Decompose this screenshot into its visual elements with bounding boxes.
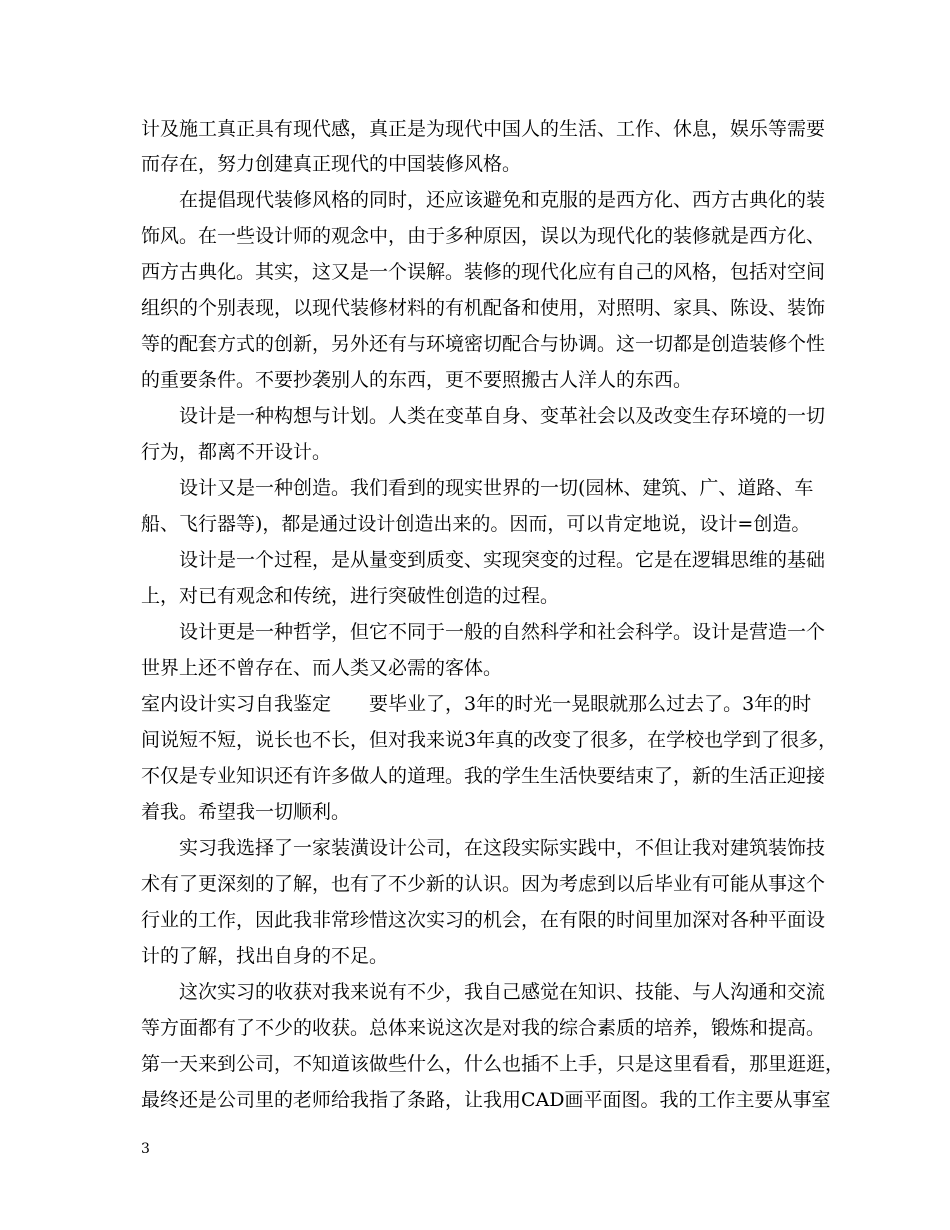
text-line: 术有了更深刻的了解，也有了不少新的认识。因为考虑到以后毕业有可能从事这个 xyxy=(141,873,826,895)
text-line: 在提倡现代装修风格的同时，还应该避免和克服的是西方化、西方古典化的装 xyxy=(179,189,826,211)
text-line: 等方面都有了不少的收获。总体来说这次是对我的综合素质的培养，锻炼和提高。 xyxy=(141,1017,826,1039)
text-line: 室内设计实习自我鉴定 要毕业了，3年的时光一晃眼就那么过去了。3年的时 xyxy=(141,693,812,715)
text-line: 设计更是一种哲学，但它不同于一般的自然科学和社会科学。设计是营造一个 xyxy=(179,621,826,643)
text-line: 的重要条件。不要抄袭别人的东西，更不要照搬古人洋人的东西。 xyxy=(141,369,693,391)
page-number: 3 xyxy=(141,1141,150,1157)
text-line: 上，对已有观念和传统，进行突破性创造的过程。 xyxy=(141,585,560,607)
text-line: 设计是一个过程，是从量变到质变、实现突变的过程。它是在逻辑思维的基础 xyxy=(179,549,826,571)
text-line: 着我。希望我一切顺利。 xyxy=(141,801,351,823)
text-line: 最终还是公司里的老师给我指了条路，让我用CAD画平面图。我的工作主要从事室 xyxy=(141,1089,831,1111)
text-line: 组织的个别表现，以现代装修材料的有机配备和使用，对照明、家具、陈设、装饰 xyxy=(141,297,826,319)
text-line: 等的配套方式的创新，另外还有与环境密切配合与协调。这一切都是创造装修个性 xyxy=(141,333,826,355)
text-line: 船、飞行器等)，都是通过设计创造出来的。因而，可以肯定地说，设计=创造。 xyxy=(141,513,811,535)
text-line: 行业的工作，因此我非常珍惜这次实习的机会，在有限的时间里加深对各种平面设 xyxy=(141,909,826,931)
text-line: 饰风。在一些设计师的观念中，由于多种原因，误以为现代化的装修就是西方化、 xyxy=(141,225,826,247)
text-line: 设计又是一种创造。我们看到的现实世界的一切(园林、建筑、广、道路、车 xyxy=(179,477,814,499)
text-line: 间说短不短，说长也不长，但对我来说3年真的改变了很多，在学校也学到了很多， xyxy=(141,729,838,751)
text-line: 这次实习的收获对我来说有不少，我自己感觉在知识、技能、与人沟通和交流 xyxy=(179,981,826,1003)
text-line: 计及施工真正具有现代感，真正是为现代中国人的生活、工作、休息，娱乐等需要 xyxy=(141,118,826,140)
text-line: 不仅是专业知识还有许多做人的道理。我的学生生活快要结束了，新的生活正迎接 xyxy=(141,765,826,787)
text-line: 西方古典化。其实，这又是一个误解。装修的现代化应有自己的风格，包括对空间 xyxy=(141,261,826,283)
text-line: 实习我选择了一家装潢设计公司，在这段实际实践中，不但让我对建筑装饰技 xyxy=(179,837,826,859)
text-line: 而存在，努力创建真正现代的中国装修风格。 xyxy=(141,153,522,175)
text-line: 设计是一种构想与计划。人类在变革自身、变革社会以及改变生存环境的一切 xyxy=(179,405,826,427)
text-line: 计的了解，找出自身的不足。 xyxy=(141,945,389,967)
text-line: 世界上还不曾存在、而人类又必需的客体。 xyxy=(141,657,503,679)
text-line: 第一天来到公司，不知道该做些什么，什么也插不上手，只是这里看看，那里逛逛， xyxy=(141,1053,845,1075)
text-line: 行为，都离不开设计。 xyxy=(141,441,332,463)
